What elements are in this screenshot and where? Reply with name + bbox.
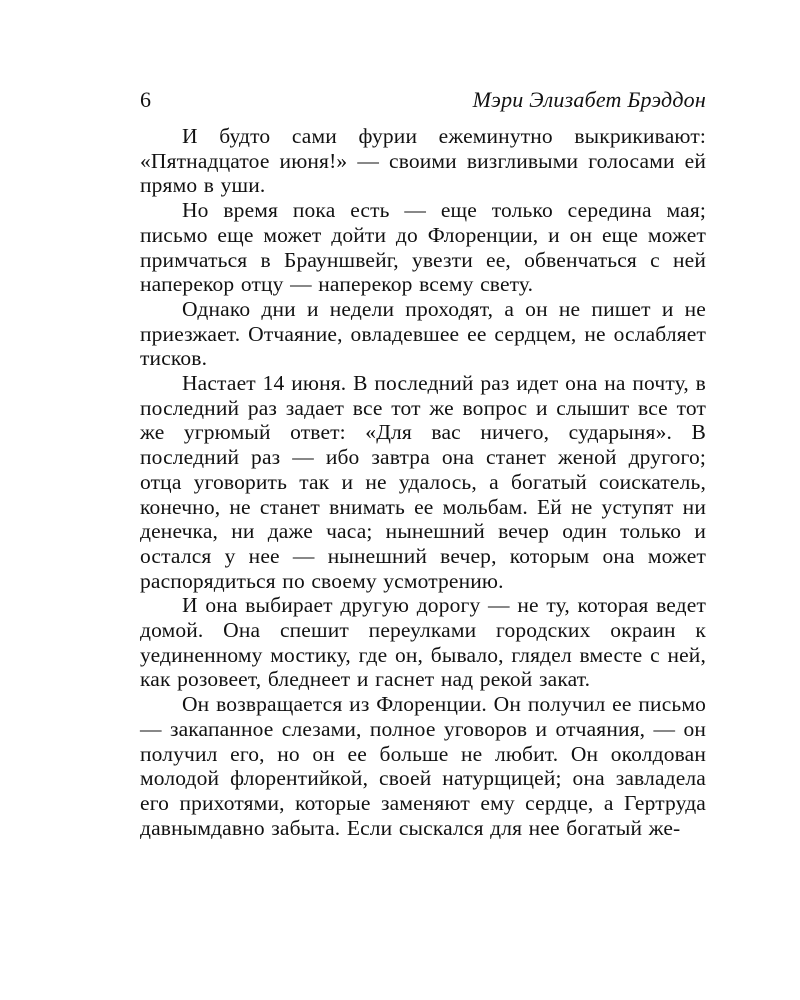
paragraph: Однако дни и недели проходят, а он не пишет и не приезжает. Отчаяние, овладевшее ее сердцем, не ослабляет тисков.	[140, 296, 706, 371]
paragraph: Он возвращается из Флоренции. Он получил ее письмо — закапанное слезами, полное уговоров и отчаяния, — он получил его, но он ее больше не любит. Он околдован молодой флорентийкой, своей натурщицей; она завладела его прихотями, которые заменяют ему сердце, а Гертруда давнымдавно забыта. Если сыскался для нее богатый же-	[140, 692, 706, 840]
paragraph: Но время пока есть — еще только середина мая; письмо еще может дойти до Флоренции, и он еще может примчаться в Брауншвейг, увезти ее, обвенчаться с ней наперекор отцу — наперекор всему свету.	[140, 198, 706, 297]
page-header	[140, 84, 706, 116]
page-number: 6	[140, 87, 152, 112]
paragraph: И будто сами фурии ежеминутно выкрикивают: «Пятнадцатое июня!» — своими визгливыми голосами ей прямо в уши.	[140, 124, 706, 198]
paragraph: И она выбирает другую дорогу — не ту, которая ведет домой. Она спешит переулками городских окраин к уединенному мостику, где он, бывало, глядел вместе с ней, как розовеет, бледнеет и гаснет над рекой закат.	[140, 593, 706, 692]
paragraph: Настает 14 июня. В последний раз идет она на почту, в последний раз задает все тот же вопрос и слышит все тот же угрюмый ответ: «Для вас ничего, сударыня». В последний раз — ибо завтра она станет женой другого; отца уговорить так и не удалось, а богатый соискатель, конечно, не станет внимать ее мольбам. Ей не уступят ни денечка, ни даже часа; нынешний вечер один только и остался у нее — нынешний вечер, которым она может распорядиться по своему усмотрению.	[140, 371, 706, 593]
running-head-author: Мэри Элизабет Брэддон	[472, 87, 706, 112]
body-text	[140, 124, 706, 840]
